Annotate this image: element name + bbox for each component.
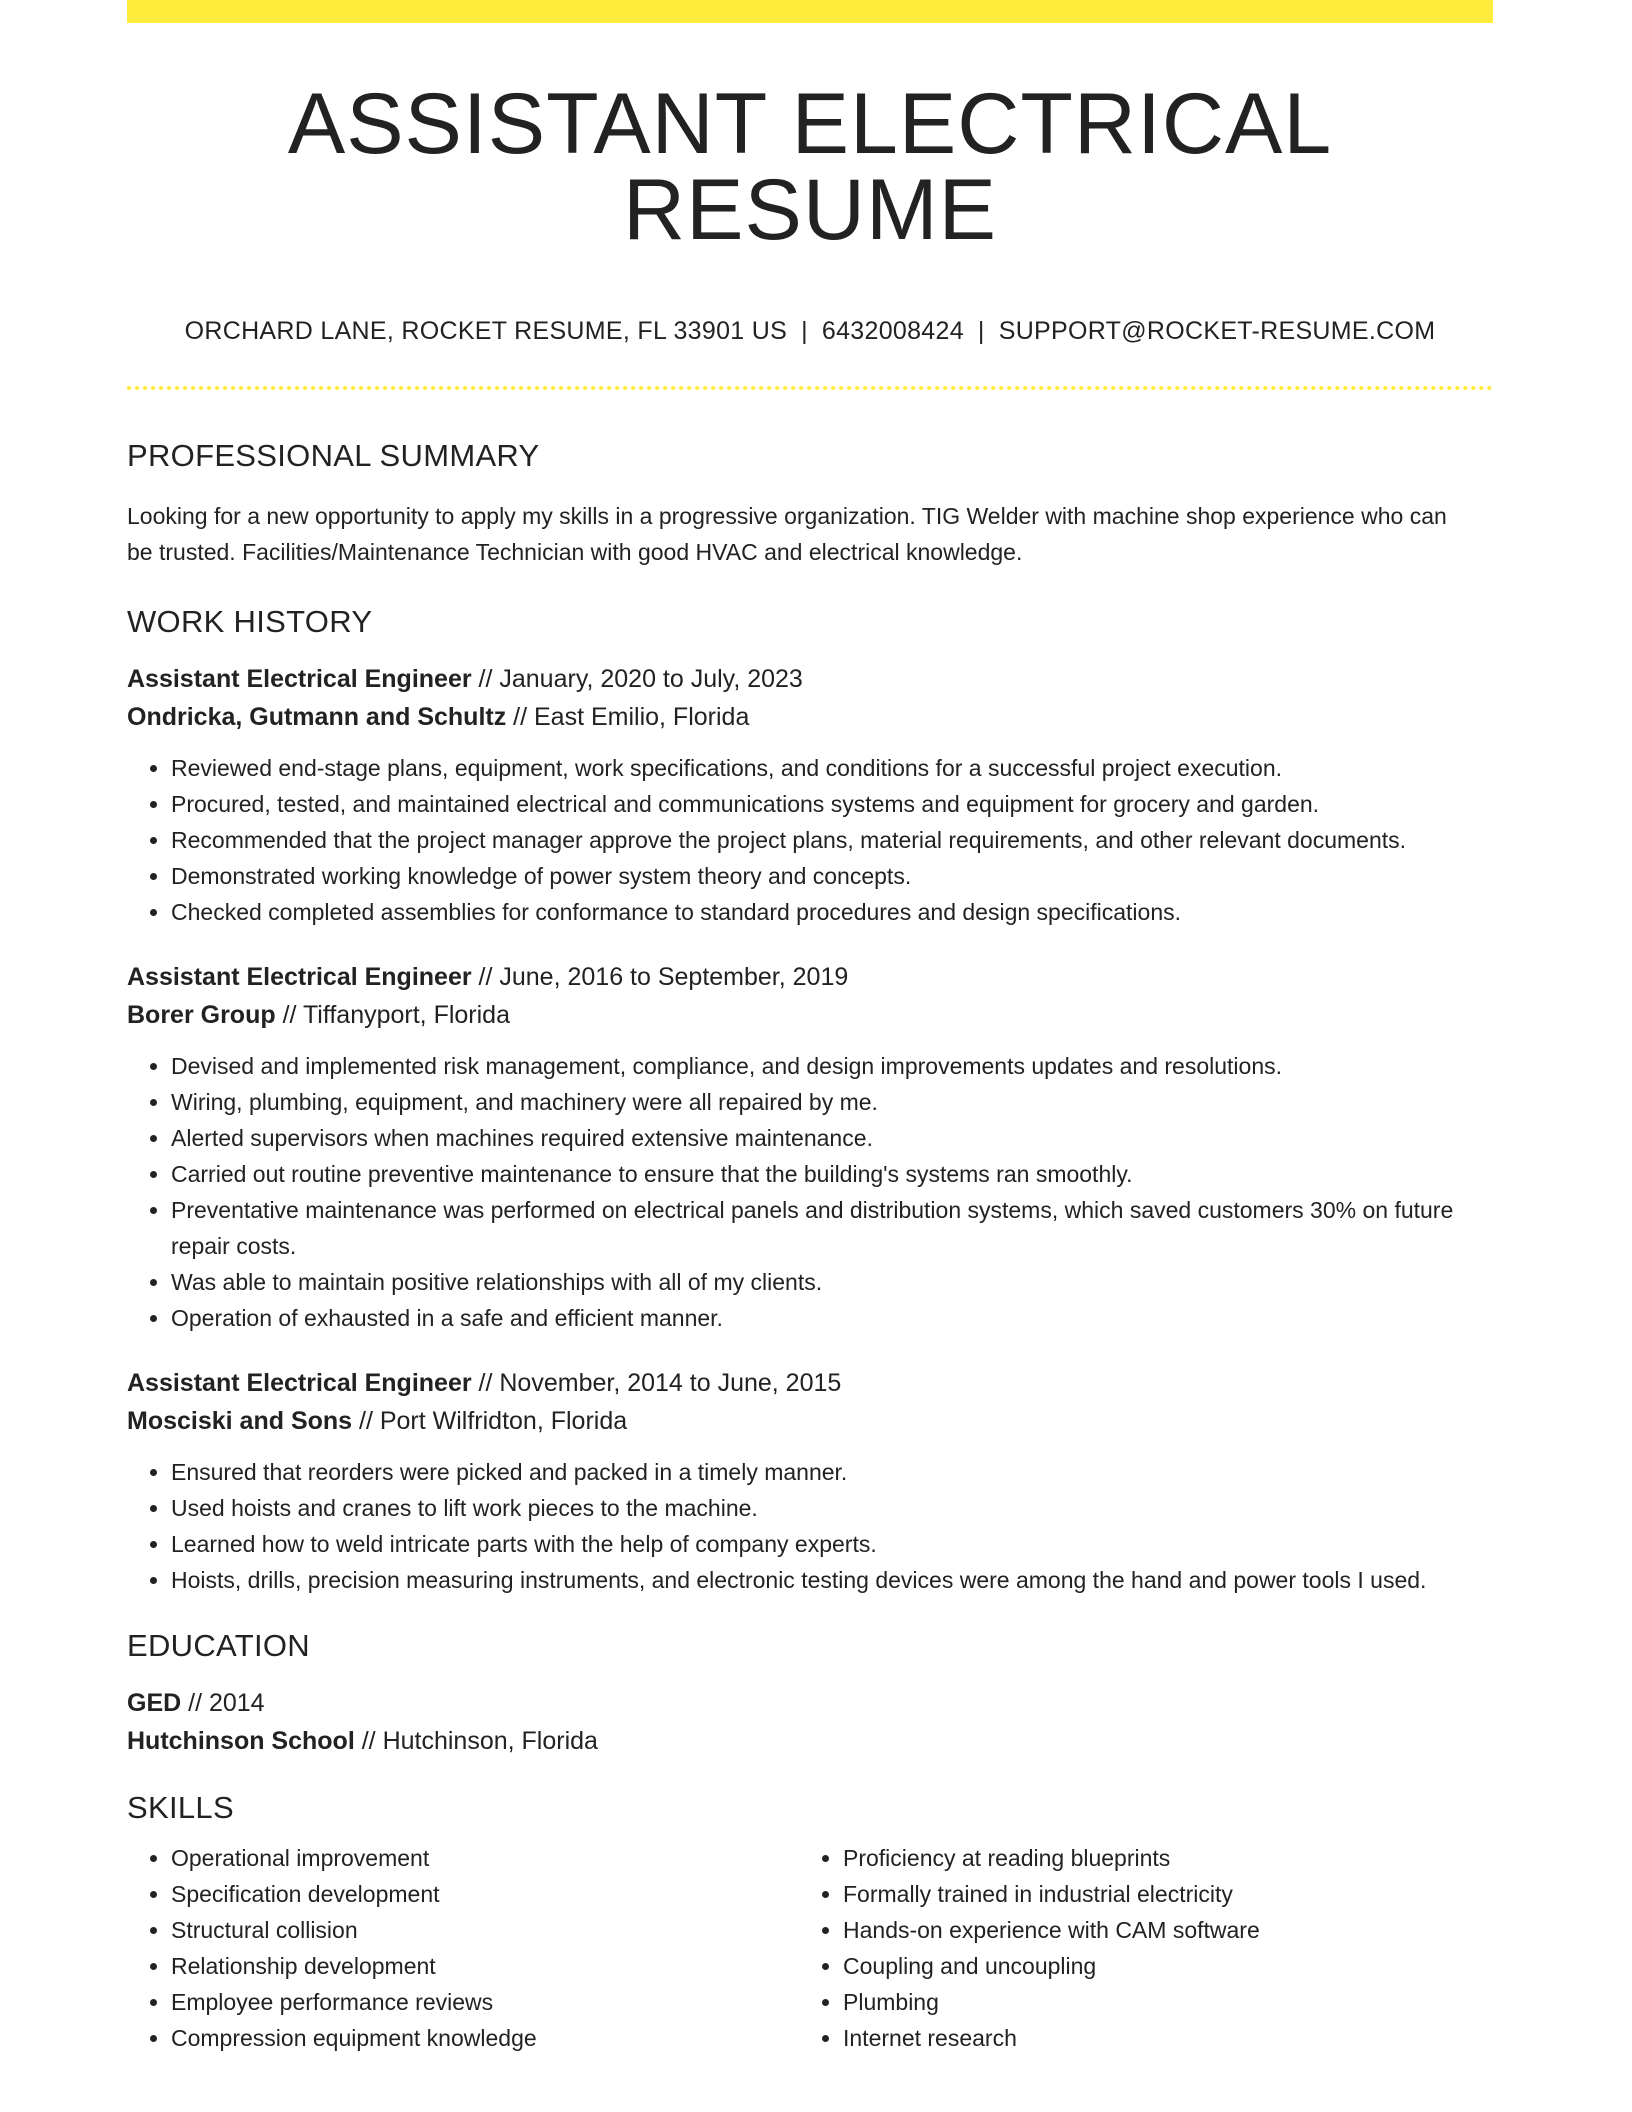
skills-column-left bbox=[127, 1840, 799, 2056]
job-bullets bbox=[127, 750, 1493, 930]
job-company: Ondricka, Gutmann and Schultz bbox=[127, 703, 507, 731]
job-dates: // November, 2014 to June, 2015 bbox=[471, 1369, 842, 1397]
resume-page bbox=[127, 0, 1493, 2056]
skill-item: • Employee performance reviews bbox=[171, 1984, 799, 2020]
contact-email: SUPPORT@ROCKET-RESUME.COM bbox=[998, 317, 1436, 345]
work-history-heading: WORK HISTORY bbox=[127, 604, 373, 639]
contact-address: ORCHARD LANE, ROCKET RESUME, FL 33901 US bbox=[184, 317, 788, 345]
resume-title: ASSISTANT ELECTRICAL RESUME bbox=[287, 76, 1333, 258]
skill-item: • Hands-on experience with CAM software bbox=[843, 1912, 1471, 1948]
contact-separator: | bbox=[977, 317, 985, 345]
list-item: • Operation of exhausted in a safe and efficient manner. bbox=[171, 1300, 1493, 1336]
job-dates: // June, 2016 to September, 2019 bbox=[471, 963, 849, 991]
skill-item: • Specification development bbox=[171, 1876, 799, 1912]
skills-heading: SKILLS bbox=[127, 1790, 234, 1825]
list-item: • Procured, tested, and maintained electrical and communications systems and equipment for grocery and garden. bbox=[171, 786, 1493, 822]
job-location: // Tiffanyport, Florida bbox=[275, 1001, 510, 1029]
job-location: // Port Wilfridton, Florida bbox=[352, 1407, 628, 1435]
job-company-line bbox=[127, 1402, 1493, 1440]
skill-item: • Proficiency at reading blueprints bbox=[843, 1840, 1471, 1876]
list-item: • Alerted supervisors when machines required extensive maintenance. bbox=[171, 1120, 1493, 1156]
list-item: • Carried out routine preventive maintenance to ensure that the building's systems ran smoothly. bbox=[171, 1156, 1493, 1192]
education-degree: GED bbox=[127, 1689, 182, 1717]
contact-separator: | bbox=[801, 317, 808, 345]
summary-heading: PROFESSIONAL SUMMARY bbox=[127, 438, 540, 473]
job-entry bbox=[127, 660, 1493, 930]
skill-item: • Plumbing bbox=[843, 1984, 1471, 2020]
contact-phone: 6432008424 bbox=[821, 317, 964, 345]
summary-text: Looking for a new opportunity to apply my skills in a progressive organization. TIG Welder with machine shop experience who can be trusted. Facilities/Maintenance Technician with good HVAC and electrical knowledge. bbox=[127, 503, 1447, 565]
list-item: • Used hoists and cranes to lift work pieces to the machine. bbox=[171, 1490, 1493, 1526]
skill-item: • Compression equipment knowledge bbox=[171, 2020, 799, 2056]
list-item: • Checked completed assemblies for conformance to standard procedures and design specifications. bbox=[171, 894, 1493, 930]
list-item: • Reviewed end-stage plans, equipment, work specifications, and conditions for a successful project execution. bbox=[171, 750, 1493, 786]
skill-item: • Internet research bbox=[843, 2020, 1471, 2056]
contact-line bbox=[127, 317, 1493, 346]
education-heading: EDUCATION bbox=[127, 1628, 310, 1663]
job-entry bbox=[127, 958, 1493, 1336]
education-year: // 2014 bbox=[181, 1689, 265, 1717]
education-entry bbox=[127, 1684, 1493, 1760]
list-item: • Devised and implemented risk management, compliance, and design improvements updates and resolutions. bbox=[171, 1048, 1493, 1084]
job-title-line bbox=[127, 660, 1493, 698]
job-title-line bbox=[127, 1364, 1493, 1402]
list-item: • Was able to maintain positive relationships with all of my clients. bbox=[171, 1264, 1493, 1300]
skill-item: • Formally trained in industrial electricity bbox=[843, 1876, 1471, 1912]
skill-item: • Coupling and uncoupling bbox=[843, 1948, 1471, 1984]
list-item: • Ensured that reorders were picked and packed in a timely manner. bbox=[171, 1454, 1493, 1490]
list-item: • Demonstrated working knowledge of power system theory and concepts. bbox=[171, 858, 1493, 894]
job-company-line bbox=[127, 996, 1493, 1034]
job-title: Assistant Electrical Engineer bbox=[127, 1369, 472, 1397]
list-item: • Wiring, plumbing, equipment, and machinery were all repaired by me. bbox=[171, 1084, 1493, 1120]
list-item: • Preventative maintenance was performed on electrical panels and distribution systems, which saved customers 30% on future repair costs. bbox=[171, 1192, 1493, 1264]
skills-grid bbox=[127, 1840, 1493, 2056]
job-company: Borer Group bbox=[127, 1001, 276, 1029]
education-degree-line bbox=[127, 1684, 1493, 1722]
list-item: • Recommended that the project manager approve the project plans, material requirements, and other relevant documents. bbox=[171, 822, 1493, 858]
education-school: Hutchinson School bbox=[127, 1727, 355, 1755]
list-item: • Hoists, drills, precision measuring instruments, and electronic testing devices were among the hand and power tools I used. bbox=[171, 1562, 1493, 1598]
job-title-line bbox=[127, 958, 1493, 996]
top-accent-bar bbox=[127, 0, 1493, 23]
education-location: // Hutchinson, Florida bbox=[354, 1727, 598, 1755]
list-item: • Learned how to weld intricate parts with the help of company experts. bbox=[171, 1526, 1493, 1562]
skills-column-right bbox=[799, 1840, 1471, 2056]
job-title: Assistant Electrical Engineer bbox=[127, 963, 472, 991]
job-company: Mosciski and Sons bbox=[127, 1407, 353, 1435]
dotted-divider bbox=[127, 386, 1493, 390]
education-school-line bbox=[127, 1722, 1493, 1760]
skill-item: • Operational improvement bbox=[171, 1840, 799, 1876]
job-title: Assistant Electrical Engineer bbox=[127, 665, 472, 693]
job-bullets bbox=[127, 1048, 1493, 1336]
job-dates: // January, 2020 to July, 2023 bbox=[471, 665, 803, 693]
skill-item: • Structural collision bbox=[171, 1912, 799, 1948]
job-entry bbox=[127, 1364, 1493, 1598]
job-bullets bbox=[127, 1454, 1493, 1598]
job-location: // East Emilio, Florida bbox=[506, 703, 750, 731]
skill-item: • Relationship development bbox=[171, 1948, 799, 1984]
job-company-line bbox=[127, 698, 1493, 736]
